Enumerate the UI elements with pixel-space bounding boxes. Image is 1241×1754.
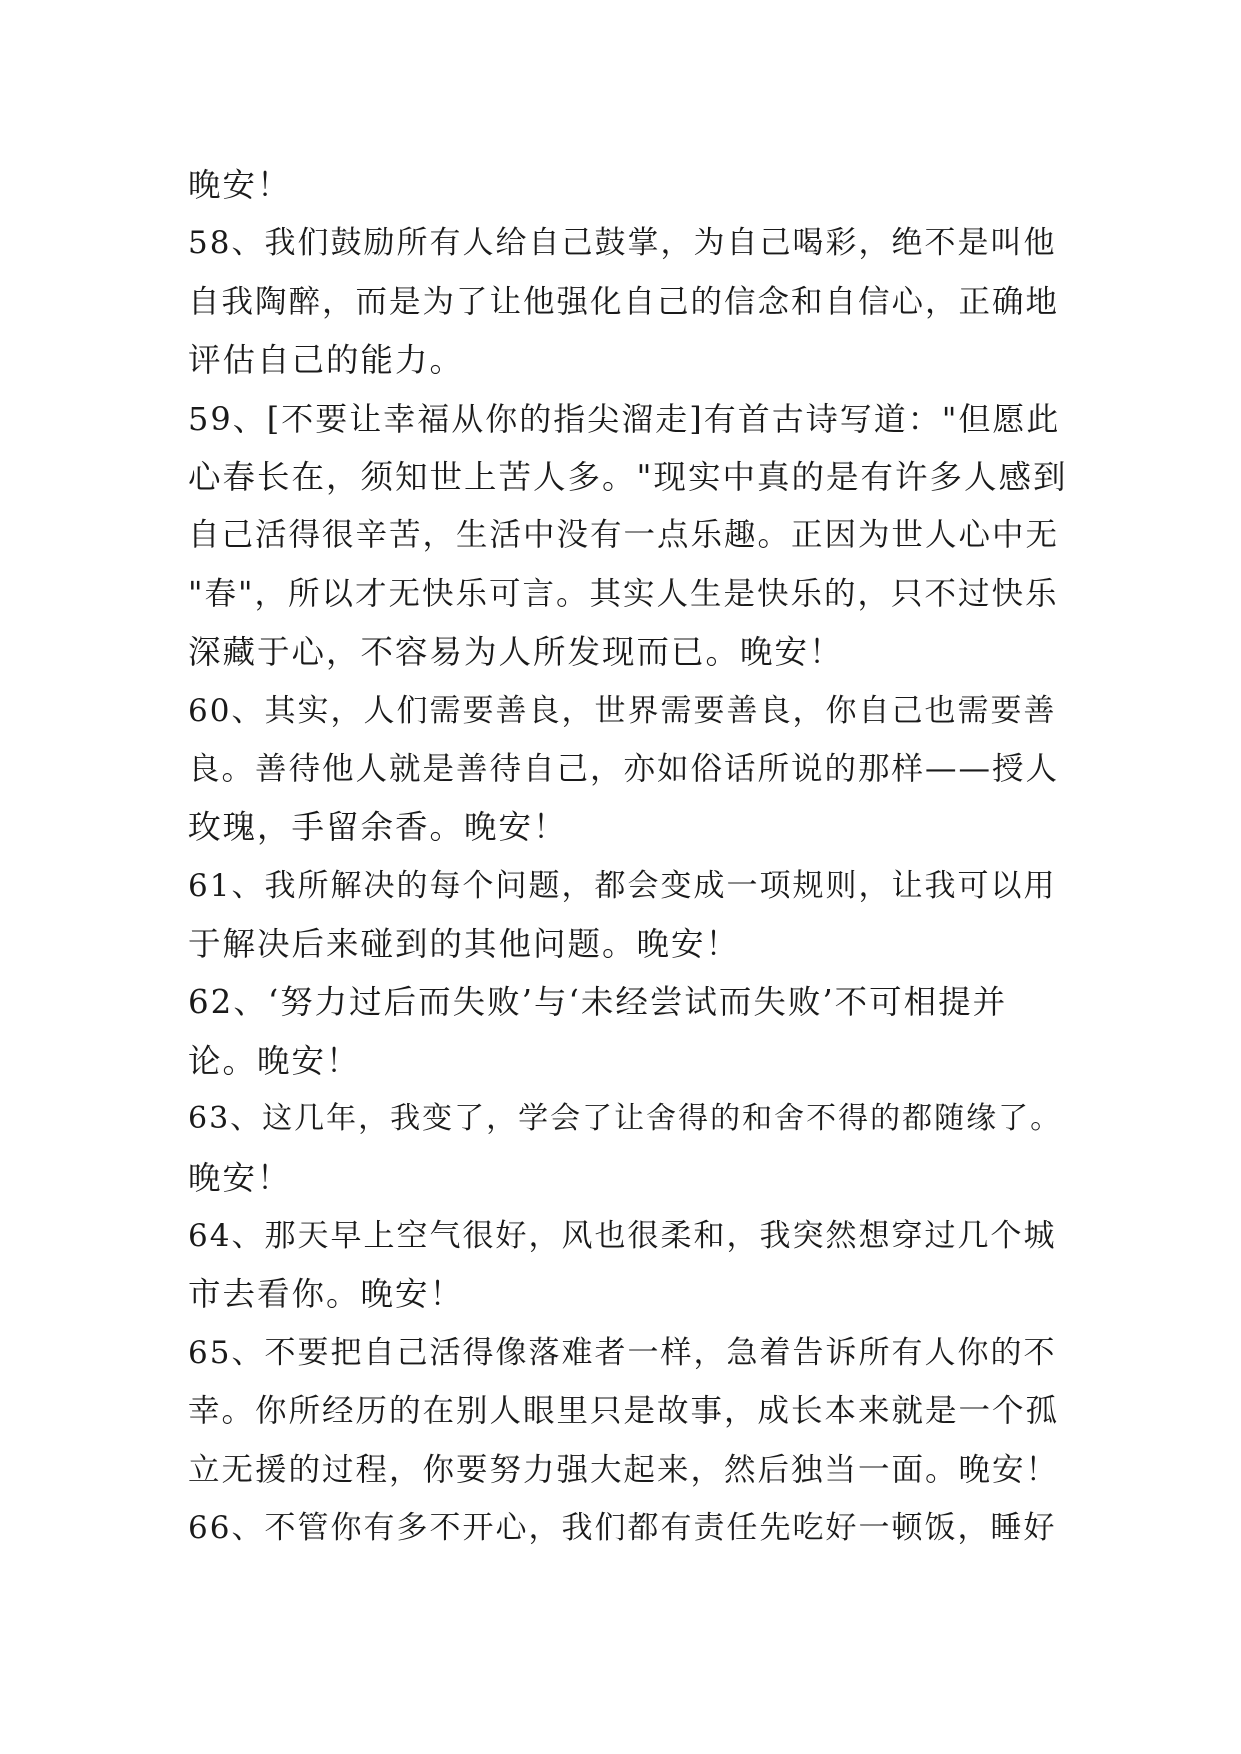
text-line: 61、我所解决的每个问题，都会变成一项规则，让我可以用	[188, 867, 1057, 904]
body-text	[188, 156, 1068, 1557]
text-line: 深藏于心，不容易为人所发现而已。晚安！	[188, 633, 844, 672]
text-line: 市去看你。晚安！	[188, 1275, 465, 1314]
text-line: 63、这几年，我变了，学会了让舍得的和舍不得的都随缘了。	[188, 1101, 1063, 1137]
text-line: 论。晚安！	[188, 1041, 361, 1080]
text-line: 自我陶醉，而是为了让他强化自己的信念和自信心，正确地	[188, 283, 1060, 320]
text-line: 60、其实，人们需要善良，世界需要善良，你自己也需要善	[188, 692, 1057, 729]
text-line: 65、不要把自己活得像落难者一样，急着告诉所有人你的不	[188, 1334, 1057, 1371]
text-line: 玫瑰，手留余香。晚安！	[188, 808, 568, 847]
text-line: 58、我们鼓励所有人给自己鼓掌，为自己喝彩，绝不是叫他	[188, 225, 1057, 262]
text-line: 自己活得很辛苦，生活中没有一点乐趣。正因为世人心中无	[188, 517, 1060, 554]
text-line: 晚安！	[188, 1158, 292, 1197]
text-line: 良。善待他人就是善待自己，亦如俗话所说的那样——授人	[188, 750, 1060, 787]
text-line: 心春长在，须知世上苦人多。"现实中真的是有许多人感到	[188, 457, 1068, 496]
text-line: 62、‘努力过后而失败’与‘未经尝试而失败’不可相提并	[188, 983, 1008, 1022]
text-line: "春"，所以才无快乐可言。其实人生是快乐的，只不过快乐	[188, 575, 1059, 612]
text-line: 64、那天早上空气很好，风也很柔和，我突然想穿过几个城	[188, 1218, 1057, 1255]
text-line: 幸。你所经历的在别人眼里只是故事，成长本来就是一个孤	[188, 1393, 1060, 1430]
text-line: 66、不管你有多不开心，我们都有责任先吃好一顿饭，睡好	[188, 1509, 1057, 1546]
text-line: 59、[不要让幸福从你的指尖溜走]有首古诗写道："但愿此	[188, 399, 1061, 438]
text-line: 评估自己的能力。	[188, 341, 465, 380]
text-line: 于解决后来碰到的其他问题。晚安！	[188, 925, 741, 964]
text-line: 晚安！	[188, 166, 292, 204]
text-line: 立无援的过程，你要努力强大起来，然后独当一面。晚安！	[188, 1451, 1060, 1488]
